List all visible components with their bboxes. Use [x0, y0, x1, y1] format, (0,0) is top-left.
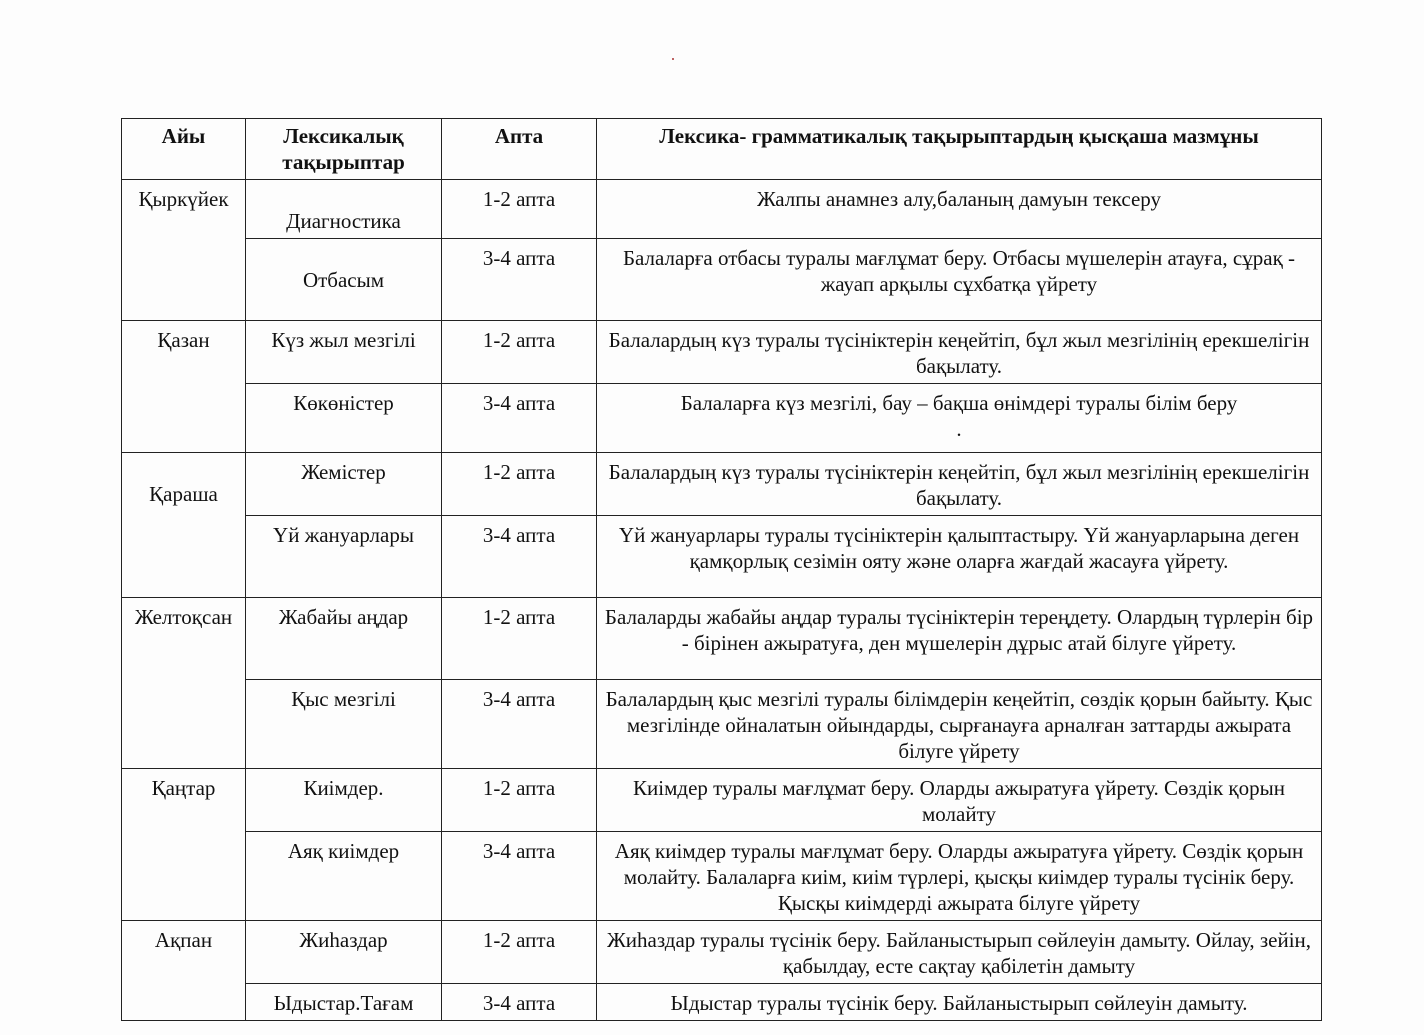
week-cell: 3-4 апта	[442, 239, 597, 321]
month-cell: Қазан	[122, 321, 246, 453]
description-cell: Жалпы анамнез алу,баланың дамуын тексеру	[597, 180, 1322, 239]
description-cell: Аяқ киімдер туралы мағлұмат беру. Оларды ажыратуға үйрету. Сөздік қорын молайту. Балаларға киім, киім түрлері, қысқы киімдер туралы түсінік беру. Қысқы киімдерді ажырата білуге үйрету	[597, 832, 1322, 921]
table-row	[122, 680, 1322, 769]
table-row	[122, 239, 1322, 321]
topic-cell: Ыдыстар.Тағам	[246, 984, 442, 1021]
table-row	[122, 921, 1322, 984]
topic-cell: Киімдер.	[246, 769, 442, 832]
topic-cell: Аяқ киімдер	[246, 832, 442, 921]
table-row	[122, 984, 1322, 1021]
week-cell: 3-4 апта	[442, 384, 597, 453]
table-row	[122, 453, 1322, 516]
month-cell: Қаңтар	[122, 769, 246, 921]
topic-cell: Күз жыл мезгілі	[246, 321, 442, 384]
header-description: Лексика- грамматикалық тақырыптардың қысқаша мазмұны	[597, 119, 1322, 180]
month-cell: Қыркүйек	[122, 180, 246, 321]
table-row	[122, 384, 1322, 453]
table-row	[122, 598, 1322, 680]
topic-cell: Жабайы аңдар	[246, 598, 442, 680]
topic-cell: Үй жануарлары	[246, 516, 442, 598]
topic-cell: Жиһаздар	[246, 921, 442, 984]
month-cell: Ақпан	[122, 921, 246, 1021]
table-row	[122, 769, 1322, 832]
week-cell: 1-2 апта	[442, 180, 597, 239]
description-cell: Балаларға күз мезгілі, бау – бақша өнімдері туралы білім беру .	[597, 384, 1322, 453]
topic-cell: Қыс мезгілі	[246, 680, 442, 769]
description-cell: Ыдыстар туралы түсінік беру. Байланыстырып сөйлеуін дамыту.	[597, 984, 1322, 1021]
topic-cell: Отбасым	[246, 239, 442, 321]
scan-speck	[672, 58, 674, 60]
table-row	[122, 516, 1322, 598]
description-cell: Балалардың қыс мезгілі туралы білімдерін кеңейтіп, сөздік қорын байыту. Қыс мезгілінде ойналатын ойындарды, сырғанауға арналған заттарды ажырата білуге үйрету	[597, 680, 1322, 769]
week-cell: 3-4 апта	[442, 832, 597, 921]
description-cell: Жиһаздар туралы түсінік беру. Байланыстырып сөйлеуін дамыту. Ойлау, зейін, қабылдау, есте сақтау қабілетін дамыту	[597, 921, 1322, 984]
header-week: Апта	[442, 119, 597, 180]
week-cell: 1-2 апта	[442, 598, 597, 680]
header-topic: Лексикалық тақырыптар	[246, 119, 442, 180]
description-cell: Балаларды жабайы аңдар туралы түсініктерін тереңдету. Олардың түрлерін бір - бірінен ажыратуға, ден мүшелерін дұрыс атай білуге үйрету.	[597, 598, 1322, 680]
week-cell: 3-4 апта	[442, 680, 597, 769]
week-cell: 3-4 апта	[442, 516, 597, 598]
description-cell: Балалардың күз туралы түсініктерін кеңейтіп, бұл жыл мезгілінің ерекшелігін бақылату.	[597, 321, 1322, 384]
week-cell: 1-2 апта	[442, 769, 597, 832]
table-row	[122, 832, 1322, 921]
week-cell: 1-2 апта	[442, 321, 597, 384]
description-cell: Киімдер туралы мағлұмат беру. Оларды ажыратуға үйрету. Сөздік қорын молайту	[597, 769, 1322, 832]
week-cell: 1-2 апта	[442, 453, 597, 516]
month-cell: Қараша	[122, 453, 246, 598]
header-row	[122, 119, 1322, 180]
table-row	[122, 180, 1322, 239]
topic-cell: Диагностика	[246, 180, 442, 239]
topic-cell: Көкөністер	[246, 384, 442, 453]
week-cell: 3-4 апта	[442, 984, 597, 1021]
description-cell: Балаларға отбасы туралы мағлұмат беру. Отбасы мүшелерін атауға, сұрақ - жауап арқылы сұхбатқа үйрету	[597, 239, 1322, 321]
week-cell: 1-2 апта	[442, 921, 597, 984]
description-cell: Үй жануарлары туралы түсініктерін қалыптастыру. Үй жануарларына деген қамқорлық сезімін ояту және оларға жағдай жасауға үйрету.	[597, 516, 1322, 598]
header-month: Айы	[122, 119, 246, 180]
description-cell: Балалардың күз туралы түсініктерін кеңейтіп, бұл жыл мезгілінің ерекшелігін бақылату.	[597, 453, 1322, 516]
month-cell: Желтоқсан	[122, 598, 246, 769]
lesson-plan-table	[121, 118, 1322, 1021]
topic-cell: Жемістер	[246, 453, 442, 516]
table-row	[122, 321, 1322, 384]
